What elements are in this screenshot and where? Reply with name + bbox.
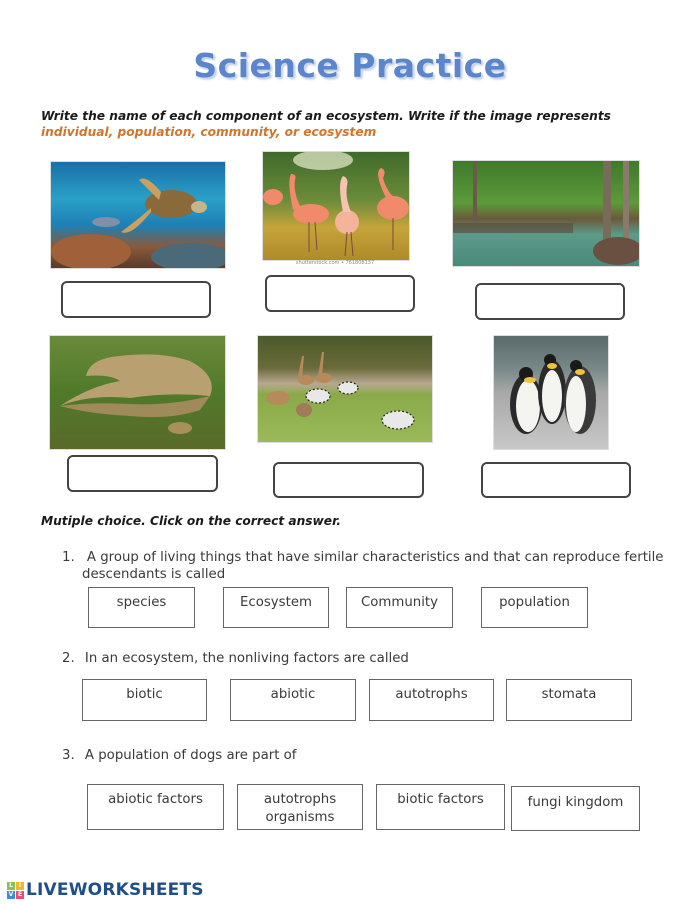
question-text: In an ecosystem, the nonliving factors are called	[84, 651, 409, 666]
logo-text: LIVEWORKSHEETS	[26, 880, 204, 900]
instructions	[41, 108, 611, 140]
option-q1-community[interactable]: Community	[346, 587, 453, 628]
option-q3-autotrophs-organisms[interactable]: autotrophs organisms	[237, 784, 363, 830]
option-q3-fungi-kingdom[interactable]: fungi kingdom	[511, 786, 640, 831]
answer-input-2[interactable]	[265, 275, 415, 312]
image-sea-turtle	[50, 161, 226, 269]
question-number: 3.	[62, 748, 75, 763]
question-2	[62, 650, 672, 667]
question-number: 1.	[62, 550, 75, 565]
question-text-continued: descendants is called	[82, 567, 226, 582]
question-text: A population of dogs are part of	[84, 748, 297, 763]
option-q2-biotic[interactable]: biotic	[82, 679, 207, 721]
multiple-choice-title: Mutiple choice. Click on the correct answer.	[41, 514, 341, 528]
answer-input-6[interactable]	[481, 462, 631, 498]
page-title: Science Practice	[193, 46, 507, 85]
image-watermark: shutterstock.com • 761808137	[295, 260, 375, 266]
image-penguins	[493, 335, 609, 450]
option-q1-species[interactable]: species	[88, 587, 195, 628]
option-q3-biotic-factors[interactable]: biotic factors	[376, 784, 505, 830]
image-mangrove	[452, 160, 640, 267]
instructions-line-2: individual, population, community, or ecosystem	[41, 125, 377, 139]
question-3	[62, 747, 672, 764]
option-q1-population[interactable]: population	[481, 587, 588, 628]
option-q2-abiotic[interactable]: abiotic	[230, 679, 356, 721]
question-text: A group of living things that have similar characteristics and that can reproduce fertile	[86, 550, 664, 565]
liveworksheets-logo[interactable]	[7, 880, 204, 900]
instructions-line-1: Write the name of each component of an ecosystem. Write if the image represents	[41, 109, 611, 123]
question-1	[62, 549, 672, 583]
answer-input-4[interactable]	[67, 455, 218, 492]
answer-input-3[interactable]	[475, 283, 625, 320]
answer-input-1[interactable]	[61, 281, 211, 318]
option-q2-stomata[interactable]: stomata	[506, 679, 632, 721]
image-flamingos	[262, 151, 410, 261]
option-q3-abiotic-factors[interactable]: abiotic factors	[87, 784, 224, 830]
image-savanna-animals	[257, 335, 433, 443]
logo-icon: L I V E	[8, 881, 23, 898]
option-q2-autotrophs[interactable]: autotrophs	[369, 679, 494, 721]
question-number: 2.	[62, 651, 75, 666]
option-q1-ecosystem[interactable]: Ecosystem	[223, 587, 329, 628]
answer-input-5[interactable]	[273, 462, 424, 498]
image-crocodile	[49, 335, 226, 450]
